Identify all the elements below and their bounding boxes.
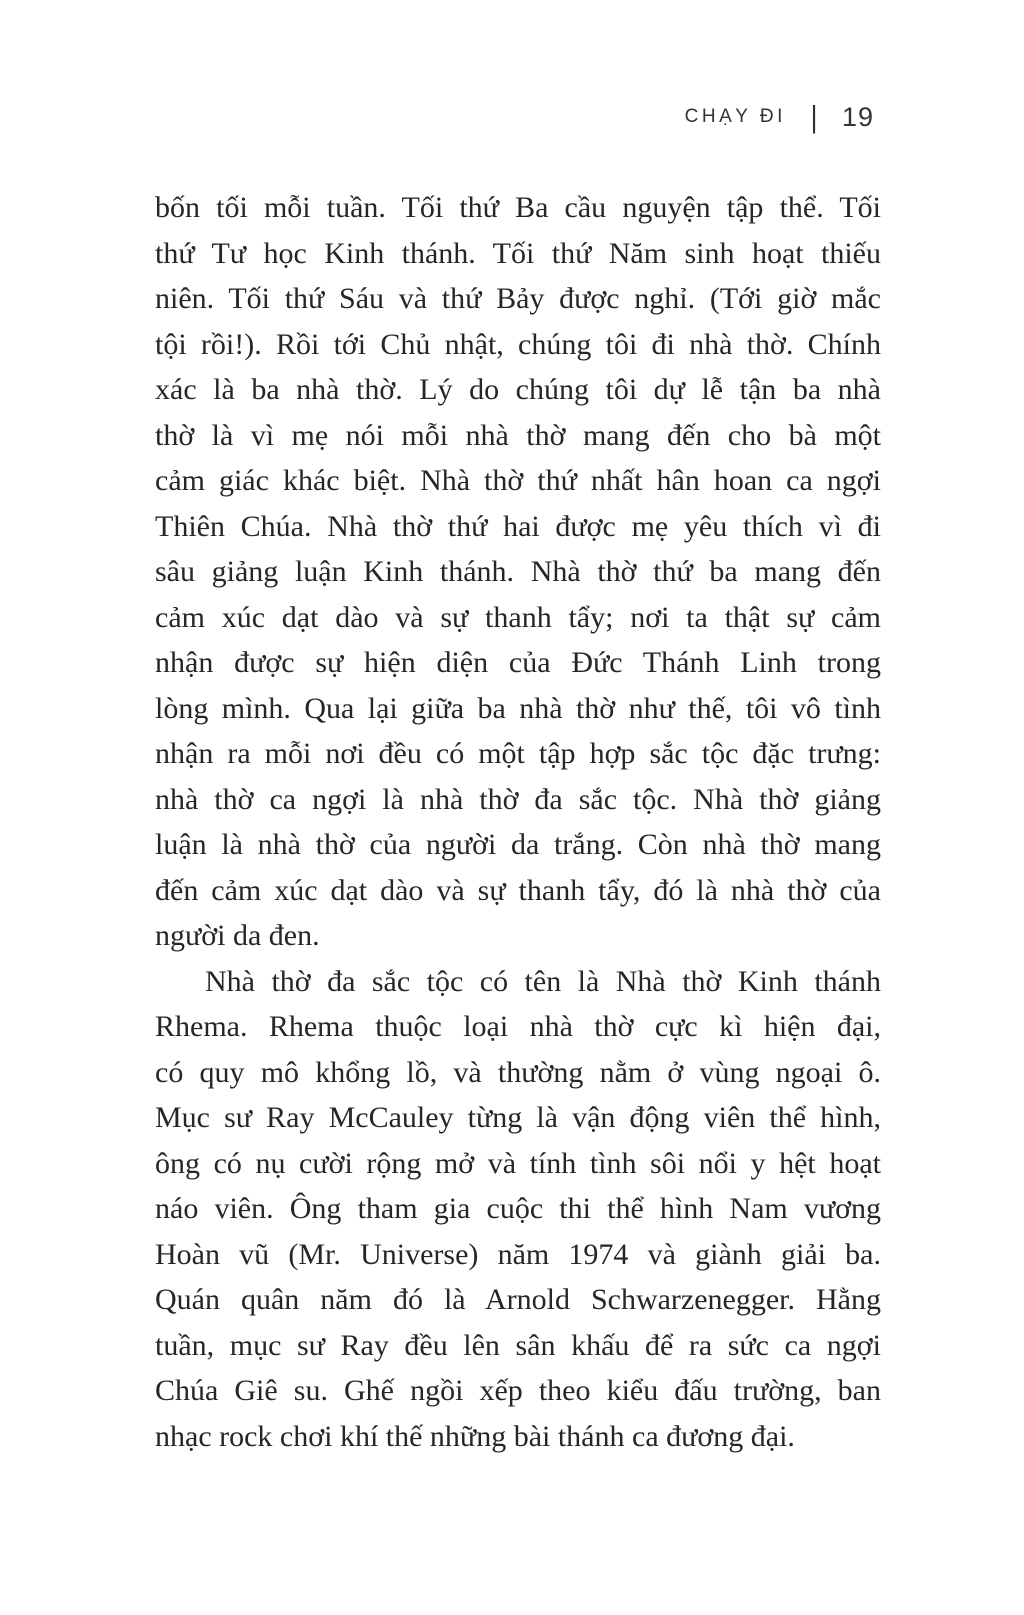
text-line: thờ là vì mẹ nói mỗi nhà thờ mang đến cho bà một (155, 418, 881, 452)
paragraph (155, 959, 881, 1460)
text-line: Thiên Chúa. Nhà thờ thứ hai được mẹ yêu thích vì đi (155, 509, 881, 543)
text-line: xác là ba nhà thờ. Lý do chúng tôi dự lễ tận ba nhà (155, 373, 881, 406)
header-separator: | (810, 99, 818, 134)
text-line: cảm giác khác biệt. Nhà thờ thứ nhất hân hoan ca ngợi (155, 464, 881, 497)
page-number: 19 (841, 102, 874, 132)
text-line: Quán quân năm đó là Arnold Schwarzenegger. Hằng (155, 1283, 881, 1316)
text-line: lòng mình. Qua lại giữa ba nhà thờ như thế, tôi vô tình (155, 691, 881, 725)
text-line: nhà thờ ca ngợi là nhà thờ đa sắc tộc. Nhà thờ giảng (155, 782, 881, 816)
page-body (155, 185, 881, 1459)
text-line: đến cảm xúc dạt dào và sự thanh tẩy, đó là nhà thờ của (155, 873, 881, 907)
text-line: nhạc rock chơi khí thế những bài thánh ca đương đại. (155, 1419, 795, 1453)
text-line: nhận được sự hiện diện của Đức Thánh Linh trong (155, 646, 881, 679)
text-line: Chúa Giê su. Ghế ngồi xếp theo kiểu đấu trường, ban (155, 1374, 881, 1407)
text-line: niên. Tối thứ Sáu và thứ Bảy được nghỉ. (Tới giờ mắc (155, 282, 881, 315)
text-line: có quy mô khổng lồ, và thường nằm ở vùng ngoại ô. (155, 1055, 881, 1089)
text-line: người da đen. (155, 919, 320, 952)
text-line: náo viên. Ông tham gia cuộc thi thể hình Nam vương (155, 1192, 881, 1225)
text-line: thứ Tư học Kinh thánh. Tối thứ Năm sinh hoạt thiếu (155, 236, 881, 270)
text-line: nhận ra mỗi nơi đều có một tập hợp sắc tộc đặc trưng: (155, 737, 881, 770)
text-line: Nhà thờ đa sắc tộc có tên là Nhà thờ Kinh thánh (205, 964, 881, 998)
paragraph (155, 185, 881, 959)
text-line: tội rồi!). Rồi tới Chủ nhật, chúng tôi đi nhà thờ. Chính (155, 327, 881, 361)
text-line: ông có nụ cười rộng mở và tính tình sôi nổi y hệt hoạt (155, 1146, 881, 1180)
text-line: cảm xúc dạt dào và sự thanh tẩy; nơi ta thật sự cảm (155, 600, 881, 634)
text-line: Rhema. Rhema thuộc loại nhà thờ cực kì hiện đại, (155, 1010, 881, 1043)
page-header (0, 98, 874, 136)
text-line: sâu giảng luận Kinh thánh. Nhà thờ thứ ba mang đến (155, 555, 881, 588)
text-line: bốn tối mỗi tuần. Tối thứ Ba cầu nguyện tập thể. Tối (155, 191, 881, 224)
text-line: Mục sư Ray McCauley từng là vận động viên thể hình, (155, 1101, 881, 1134)
text-line: tuần, mục sư Ray đều lên sân khấu để ra sức ca ngợi (155, 1328, 881, 1362)
chapter-title: CHẠY ĐI (684, 106, 786, 127)
text-line: luận là nhà thờ của người da trắng. Còn nhà thờ mang (155, 828, 881, 861)
text-line: Hoàn vũ (Mr. Universe) năm 1974 và giành giải ba. (155, 1237, 881, 1271)
